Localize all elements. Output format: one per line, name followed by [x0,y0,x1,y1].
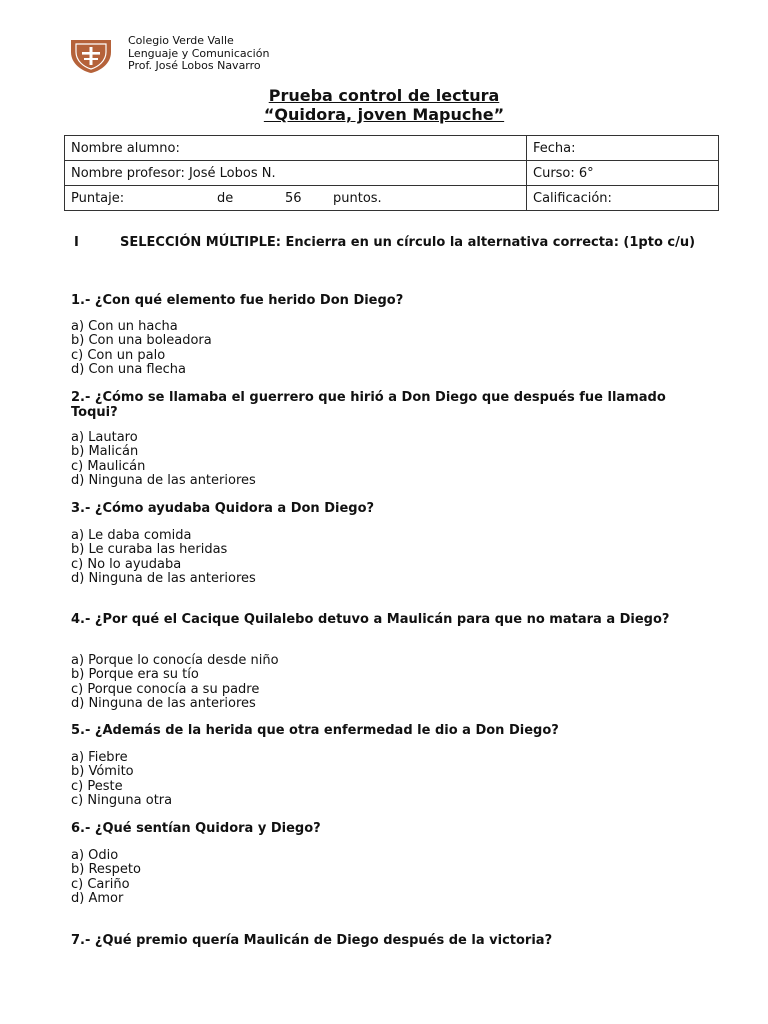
score-field[interactable] [65,186,527,211]
option-item[interactable]: b) Vómito [71,764,134,780]
section-heading [74,235,696,251]
option-item[interactable]: c) Cariño [71,876,130,892]
option-item[interactable]: b) Respeto [71,862,141,878]
question-5-options [71,751,172,808]
section-instructions: SELECCIÓN MÚLTIPLE: Encierra en un círculo la alternativa correcta: (1pto c/u) [120,235,696,250]
option-item[interactable]: a) Odio [71,848,119,863]
option-item[interactable]: b) Le curaba las heridas [71,542,228,558]
option-item[interactable]: a) Con un hacha [71,319,178,334]
option-item[interactable]: d) Amor [71,890,124,906]
option-item[interactable]: a) Lautaro [71,430,138,445]
option-item[interactable]: b) Porque era su tío [71,667,199,683]
teacher-name: Prof. José Lobos Navarro [128,59,261,72]
option-item[interactable]: a) Fiebre [71,750,128,765]
question-6: 6.- ¿Qué sentían Quidora y Diego? [71,821,321,836]
question-7: 7.- ¿Qué premio quería Maulicán de Diego después de la victoria? [71,933,553,948]
grade-field[interactable]: Calificación: [527,186,719,211]
option-item[interactable]: c) Ninguna otra [71,792,173,808]
student-name-field[interactable]: Nombre alumno: [65,136,527,161]
option-item[interactable]: c) No lo ayudaba [71,556,182,572]
page-title [0,86,768,124]
question-3-options [71,529,256,586]
school-crest-icon [70,38,112,74]
option-item[interactable]: c) Maulicán [71,458,146,474]
school-name: Colegio Verde Valle [128,34,234,47]
option-item[interactable]: c) Con un palo [71,347,166,363]
score-total: 56 [285,190,302,206]
title-line-2: “Quidora, joven Mapuche” [263,105,505,124]
question-5: 5.- ¿Además de la herida que otra enfermedad le dio a Don Diego? [71,723,559,738]
option-item[interactable]: b) Malicán [71,444,139,460]
date-field[interactable]: Fecha: [527,136,719,161]
question-6-options [71,849,141,906]
teacher-name-field: Nombre profesor: José Lobos N. [65,161,527,186]
subject-name: Lenguaje y Comunicación [128,46,270,60]
school-header [128,35,269,73]
score-of: de [217,190,234,206]
course-field: Curso: 6° [527,161,719,186]
section-number: I [74,235,79,250]
option-item[interactable]: c) Porque conocía a su padre [71,681,260,697]
option-item[interactable]: d) Ninguna de las anteriores [71,570,256,586]
student-info-table [64,135,719,211]
question-4-options [71,654,279,711]
title-line-1: Prueba control de lectura [268,86,500,105]
option-item[interactable]: b) Con una boleadora [71,333,212,349]
question-3: 3.- ¿Cómo ayudaba Quidora a Don Diego? [71,501,375,516]
question-2: 2.- ¿Cómo se llamaba el guerrero que hirió a Don Diego que después fue llamado Toqui? [71,390,666,420]
question-4: 4.- ¿Por qué el Cacique Quilalebo detuvo a Maulicán para que no matara a Diego? [71,612,670,627]
option-item[interactable]: d) Con una flecha [71,361,186,377]
option-item[interactable]: c) Peste [71,778,123,794]
option-item[interactable]: a) Porque lo conocía desde niño [71,653,279,668]
option-item[interactable]: a) Le daba comida [71,528,192,543]
option-item[interactable]: d) Ninguna de las anteriores [71,695,256,711]
question-2-options [71,431,256,488]
question-1: 1.- ¿Con qué elemento fue herido Don Diego? [71,293,404,308]
score-label: Puntaje: [71,190,125,206]
option-item[interactable]: d) Ninguna de las anteriores [71,472,256,488]
question-1-options [71,320,212,377]
score-unit: puntos. [333,190,382,206]
